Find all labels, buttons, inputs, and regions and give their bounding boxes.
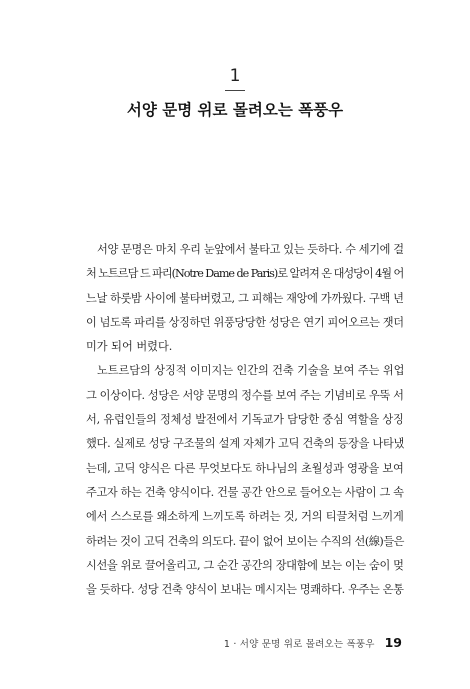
body-line: 주고자 하는 건축 양식이다. 건물 공간 안으로 들어오는 사람이 그 속	[86, 485, 404, 499]
page-footer	[224, 635, 402, 650]
chapter-number: 1	[229, 66, 241, 86]
body-line: 서양 문명은 마치 우리 눈앞에서 불타고 있는 듯하다. 수 세기에 걸	[97, 243, 404, 256]
body-line: 시선을 위로 끌어올리고, 그 순간 공간의 장대함에 보는 이는 숨이 멎	[86, 558, 404, 572]
body-line: 느날 하룻밤 사이에 불타버렸고, 그 피해는 재앙에 가까웠다. 구백 년	[86, 291, 404, 305]
running-head: 1 · 서양 문명 위로 몰려오는 폭풍우	[223, 639, 375, 650]
chapter-title: 서양 문명 위로 몰려오는 폭풍우	[126, 101, 344, 119]
body-line: 는데, 고딕 양식은 다른 무엇보다도 하나님의 초월성과 영광을 보여	[86, 461, 404, 475]
body-line: 노트르담의 상징적 이미지는 인간의 건축 기술을 보여 주는 위업	[97, 364, 405, 378]
body-text	[86, 238, 404, 602]
body-line: 했다. 실제로 성당 구조물의 설계 자체가 고딕 건축의 등장을 나타냈	[86, 437, 405, 451]
chapter-number-underline	[225, 90, 245, 91]
body-line: 을 듯하다. 성당 건축 양식이 보내는 메시지는 명쾌하다. 우주는 온통	[86, 583, 404, 597]
body-line: 에서 스스로를 왜소하게 느끼도록 하려는 것, 거의 티끌처럼 느끼게	[86, 510, 404, 524]
body-line: 그 이상이다. 성당은 서양 문명의 정수를 보여 주는 기념비로 우뚝 서	[86, 388, 404, 402]
body-line: 하려는 것이 고딕 건축의 의도다. 끝이 없어 보이는 수직의 선(線)들은	[86, 534, 404, 548]
body-line: 미가 되어 버렸다.	[86, 340, 173, 354]
body-line: 이 넘도록 파리를 상징하던 위풍당당한 성당은 연기 피어오르는 잿더	[86, 315, 404, 329]
page-number: 19	[384, 635, 402, 650]
body-line: 처 노트르담 드 파리(Notre Dame de Paris)로 알려져 온 대성당이 4월 어	[86, 267, 404, 281]
body-line: 서, 유럽인들의 정체성 발전에서 기독교가 담당한 중심 역할을 상징	[86, 413, 404, 427]
